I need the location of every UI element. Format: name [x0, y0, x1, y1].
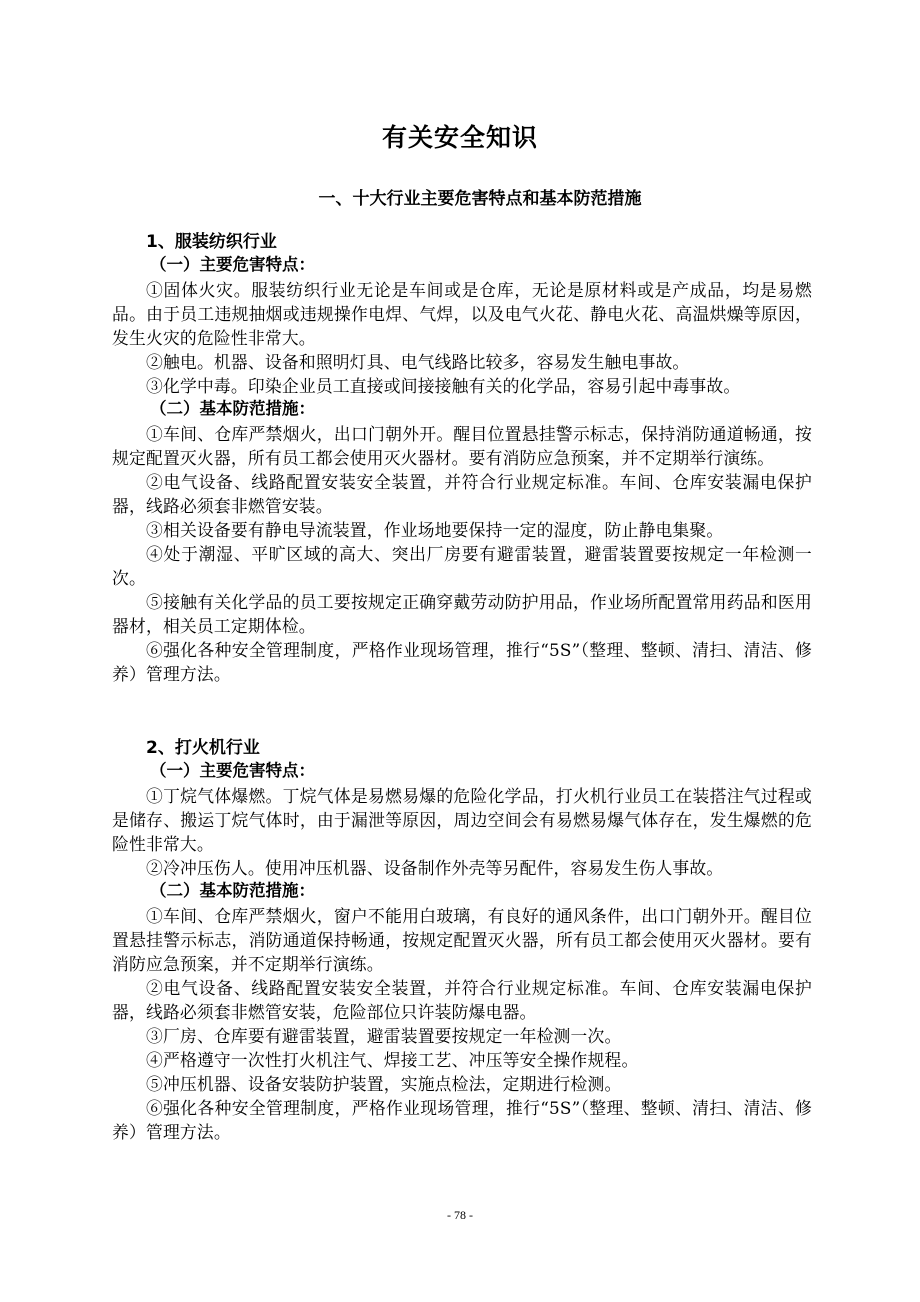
section-subtitle: 一、十大行业主要危害特点和基本防范措施: [318, 189, 642, 209]
section-garment-textile: [112, 230, 812, 686]
section-heading: 2、打火机行业: [146, 738, 260, 758]
hazard-paragraph: ③化学中毒。印染企业员工直接或间接接触有关的化学品，容易引起中毒事故。: [146, 376, 741, 396]
page-number: - 78 -: [447, 1208, 473, 1222]
measure-paragraph: ⑥强化各种安全管理制度，严格作业现场管理，推行“5S”（整理、整顿、清扫、清洁、修养）管理方法。: [112, 1098, 812, 1142]
measure-paragraph: ⑥强化各种安全管理制度，严格作业现场管理，推行“5S”（整理、整顿、清扫、清洁、修养）管理方法。: [112, 640, 812, 684]
measure-paragraph: ②电气设备、线路配置安装安全装置，并符合行业规定标准。车间、仓库安装漏电保护器，线路必须套非燃管安装，危险部位只许装防爆电器。: [112, 978, 812, 1022]
section-heading: 1、服装纺织行业: [146, 232, 277, 252]
measure-paragraph: ①车间、仓库严禁烟火，出口门朝外开。醒目位置悬挂警示标志，保持消防通道畅通，按规定配置灭火器，所有员工都会使用灭火器材。要有消防应急预案，并不定期举行演练。: [112, 424, 812, 468]
hazard-paragraph: ②触电。机器、设备和照明灯具、电气线路比较多，容易发生触电事故。: [146, 352, 690, 372]
hazards-heading: （一）主要危害特点：: [150, 761, 315, 780]
measure-paragraph: ⑤接触有关化学品的员工要按规定正确穿戴劳动防护用品，作业场所配置常用药品和医用器材，相关员工定期体检。: [112, 592, 812, 636]
hazard-paragraph: ①丁烷气体爆燃。丁烷气体是易燃易爆的危险化学品，打火机行业员工在装搭注气过程或是储存、搬运丁烷气体时，由于漏泄等原因，周边空间会有易燃易爆气体存在，发生爆燃的危险性非常大。: [112, 786, 812, 854]
section-lighter: [112, 736, 812, 1144]
measure-paragraph: ①车间、仓库严禁烟火，窗户不能用白玻璃，有良好的通风条件，出口门朝外开。醒目位置悬挂警示标志，消防通道保持畅通，按规定配置灭火器，所有员工都会使用灭火器材。要有消防应急预案，并不定期举行演练。: [112, 906, 812, 974]
hazard-paragraph: ①固体火灾。服装纺织行业无论是车间或是仓库，无论是原材料或是产成品，均是易燃品。由于员工违规抽烟或违规操作电焊、气焊，以及电气火花、静电火花、高温烘燥等原因，发生火灾的危险性非常大。: [112, 280, 812, 348]
measure-paragraph: ②电气设备、线路配置安装安全装置，并符合行业规定标准。车间、仓库安装漏电保护器，线路必须套非燃管安装。: [112, 472, 812, 516]
measures-heading: （二）基本防范措施：: [150, 399, 315, 418]
measure-paragraph: ④处于潮湿、平旷区域的高大、突出厂房要有避雷装置，避雷装置要按规定一年检测一次。: [112, 544, 812, 588]
measure-paragraph: ③相关设备要有静电导流装置，作业场地要保持一定的湿度，防止静电集聚。: [146, 520, 724, 540]
hazard-paragraph: ②冷冲压伤人。使用冲压机器、设备制作外壳等另配件，容易发生伤人事故。: [146, 858, 724, 878]
measure-paragraph: ③厂房、仓库要有避雷装置，避雷装置要按规定一年检测一次。: [146, 1026, 622, 1046]
hazards-heading: （一）主要危害特点：: [150, 255, 315, 274]
measures-heading: （二）基本防范措施：: [150, 881, 315, 900]
measure-paragraph: ⑤冲压机器、设备安装防护装置，实施点检法，定期进行检测。: [146, 1074, 622, 1094]
page-title: 有关安全知识: [381, 123, 538, 152]
measure-paragraph: ④严格遵守一次性打火机注气、焊接工艺、冲压等安全操作规程。: [146, 1050, 639, 1070]
